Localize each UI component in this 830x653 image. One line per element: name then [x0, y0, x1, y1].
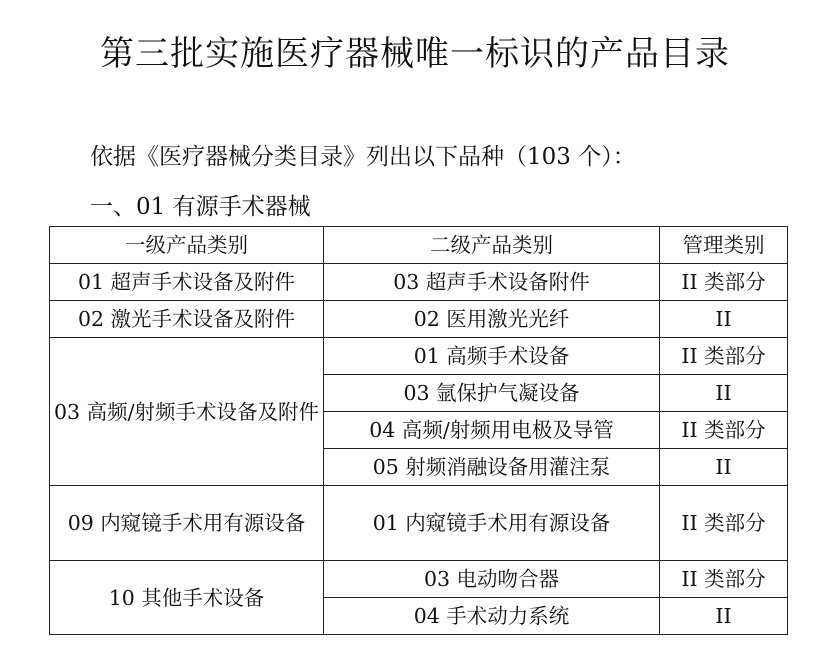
- table-row: [50, 486, 788, 561]
- management-class-cell: II 类部分: [660, 486, 788, 561]
- page-title: 第三批实施医疗器械唯一标识的产品目录: [100, 34, 730, 74]
- primary-category-cell: 02 激光手术设备及附件: [50, 301, 324, 338]
- primary-category-cell: 10 其他手术设备: [50, 561, 324, 635]
- table-header-row: [50, 227, 788, 264]
- table-row: [50, 561, 788, 598]
- intro-text: 依据《医疗器械分类目录》列出以下品种（103 个）：: [90, 144, 636, 170]
- management-class-cell: II: [660, 449, 788, 486]
- secondary-category-cell: 04 高频/射频用电极及导管: [324, 412, 660, 449]
- management-class-cell: II: [660, 301, 788, 338]
- management-class-cell: II 类部分: [660, 412, 788, 449]
- section-heading: 一、01 有源手术器械: [90, 194, 311, 220]
- management-class-cell: II 类部分: [660, 338, 788, 375]
- table-row: [50, 338, 788, 375]
- header-management-class: 管理类别: [660, 227, 788, 264]
- secondary-category-cell: 03 超声手术设备附件: [324, 264, 660, 301]
- product-catalog-table: [49, 226, 788, 635]
- table-row: [50, 264, 788, 301]
- header-primary-category: 一级产品类别: [50, 227, 324, 264]
- secondary-category-cell: 01 内窥镜手术用有源设备: [324, 486, 660, 561]
- primary-category-cell: 01 超声手术设备及附件: [50, 264, 324, 301]
- secondary-category-cell: 04 手术动力系统: [324, 598, 660, 635]
- secondary-category-cell: 03 氩保护气凝设备: [324, 375, 660, 412]
- table-row: [50, 301, 788, 338]
- secondary-category-cell: 03 电动吻合器: [324, 561, 660, 598]
- primary-category-cell: 09 内窥镜手术用有源设备: [50, 486, 324, 561]
- secondary-category-cell: 05 射频消融设备用灌注泵: [324, 449, 660, 486]
- header-secondary-category: 二级产品类别: [324, 227, 660, 264]
- secondary-category-cell: 02 医用激光光纤: [324, 301, 660, 338]
- secondary-category-cell: 01 高频手术设备: [324, 338, 660, 375]
- primary-category-cell: 03 高频/射频手术设备及附件: [50, 338, 324, 486]
- management-class-cell: II: [660, 375, 788, 412]
- management-class-cell: II 类部分: [660, 264, 788, 301]
- management-class-cell: II: [660, 598, 788, 635]
- management-class-cell: II 类部分: [660, 561, 788, 598]
